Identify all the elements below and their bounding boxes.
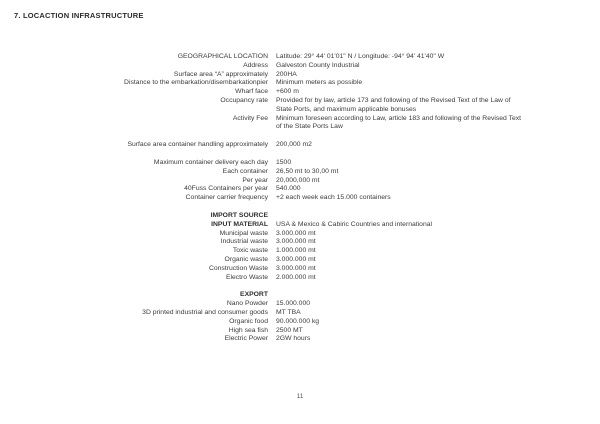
detail-row bbox=[0, 79, 600, 88]
row-label: Surface area “A” approximately bbox=[173, 70, 268, 78]
section-container-capacity bbox=[0, 159, 600, 203]
row-value: 3.000.000 mt bbox=[276, 229, 316, 237]
row-label: Organic waste bbox=[224, 255, 268, 263]
row-value: 15.000.000 bbox=[276, 300, 311, 308]
row-value: Minimum foreseen according to Law, article 183 and following of the Revised Text of the State Ports Law bbox=[276, 114, 522, 131]
detail-row bbox=[0, 238, 600, 247]
row-label: 40Fuss Containers per year bbox=[184, 185, 268, 193]
row-value: Minimum meters as possible bbox=[276, 79, 363, 87]
detail-row bbox=[0, 185, 600, 194]
row-value: Galveston County Industrial bbox=[276, 61, 360, 69]
section-container-handling bbox=[0, 141, 600, 150]
row-label: Toxic waste bbox=[232, 247, 268, 255]
row-label: Electro Waste bbox=[225, 273, 268, 281]
row-label: Nano Powder bbox=[226, 300, 268, 308]
row-value: +2 each week each 15.000 containers bbox=[276, 194, 391, 202]
section-location bbox=[0, 53, 600, 132]
row-value: 3.000.000 mt bbox=[276, 264, 316, 272]
row-value: 200,000 m2 bbox=[276, 141, 312, 149]
row-label: Address bbox=[243, 61, 268, 69]
row-label: Electric Power bbox=[224, 335, 268, 343]
detail-row bbox=[0, 88, 600, 97]
row-label: GEOGRAPHICAL LOCATION bbox=[177, 53, 268, 60]
page-title: 7. LOCACTION INFRASTRUCTURE bbox=[14, 11, 144, 20]
row-label: Surface area container handling approximately bbox=[127, 141, 268, 149]
detail-row bbox=[0, 53, 600, 62]
detail-row bbox=[0, 230, 600, 239]
section-header: IMPORT SOURCE bbox=[210, 211, 268, 219]
row-value: MT TBA bbox=[276, 308, 301, 316]
row-label: Each container bbox=[222, 167, 268, 175]
row-label: Activity Fee bbox=[232, 114, 268, 122]
row-value: 3.000.000 mt bbox=[276, 255, 316, 263]
infrastructure-details bbox=[0, 53, 600, 353]
detail-row bbox=[0, 335, 600, 344]
section-import-source bbox=[0, 212, 600, 282]
row-label: Municipal waste bbox=[219, 229, 268, 237]
row-value: 20,000,000 mt bbox=[276, 176, 320, 184]
detail-row bbox=[0, 247, 600, 256]
row-label: Occupancy rate bbox=[220, 96, 268, 104]
row-label: Distance to the embarkation/disembarkationpier bbox=[124, 79, 268, 87]
detail-row bbox=[0, 274, 600, 283]
row-label: Per year bbox=[242, 176, 268, 184]
detail-row bbox=[0, 309, 600, 318]
row-value: 1.000.000 mt bbox=[276, 247, 316, 255]
detail-row bbox=[0, 115, 600, 133]
section-header-row bbox=[0, 221, 600, 230]
row-value: USA & Mexico & Cabiric Countries and international bbox=[276, 220, 433, 228]
row-label: 3D printed industrial and consumer goods bbox=[142, 308, 268, 316]
row-value: 1500 bbox=[276, 158, 292, 166]
section-header-row bbox=[0, 212, 600, 221]
detail-row bbox=[0, 71, 600, 80]
section-header: EXPORT bbox=[240, 291, 268, 299]
row-label: Construction Waste bbox=[208, 264, 268, 272]
row-label: Maximum container delivery each day bbox=[153, 158, 268, 166]
row-label: Organic food bbox=[229, 317, 268, 325]
row-value: 3.000.000 mt bbox=[276, 238, 316, 246]
row-label: High sea fish bbox=[228, 326, 268, 334]
row-value: 90.000.000 kg bbox=[276, 317, 320, 325]
page-number: 11 bbox=[296, 393, 304, 400]
row-value: +600 m bbox=[276, 88, 299, 96]
detail-row bbox=[0, 318, 600, 327]
row-label: Wharf face bbox=[235, 88, 268, 96]
detail-row bbox=[0, 177, 600, 186]
detail-row bbox=[0, 168, 600, 177]
detail-row bbox=[0, 300, 600, 309]
section-header-row bbox=[0, 291, 600, 300]
section-header: INPUT MATERIAL bbox=[211, 220, 268, 228]
row-value: 2GW hours bbox=[276, 335, 311, 343]
row-value: 540.000 bbox=[276, 185, 301, 193]
detail-row bbox=[0, 265, 600, 274]
row-label: Industrial waste bbox=[220, 238, 268, 246]
detail-row bbox=[0, 159, 600, 168]
row-value: Latitude: 29° 44' 01'01" N / Longitude: -94° 94' 41'40" W bbox=[276, 53, 445, 60]
row-value: 200HA bbox=[276, 70, 297, 78]
detail-row bbox=[0, 62, 600, 71]
row-label: Container carrier frequency bbox=[185, 194, 268, 202]
row-value: 2.000.000 mt bbox=[276, 273, 316, 281]
row-value: 2500 MT bbox=[276, 326, 303, 334]
detail-row bbox=[0, 141, 600, 150]
detail-row bbox=[0, 256, 600, 265]
row-value: 26,50 mt to 30,00 mt bbox=[276, 167, 339, 175]
detail-row bbox=[0, 327, 600, 336]
detail-row bbox=[0, 194, 600, 203]
section-export bbox=[0, 291, 600, 344]
detail-row bbox=[0, 97, 600, 115]
row-value: Provided for by law, article 173 and following of the Revised Text of the Law of State Ports, and maximum applicable bonuses bbox=[276, 96, 511, 113]
